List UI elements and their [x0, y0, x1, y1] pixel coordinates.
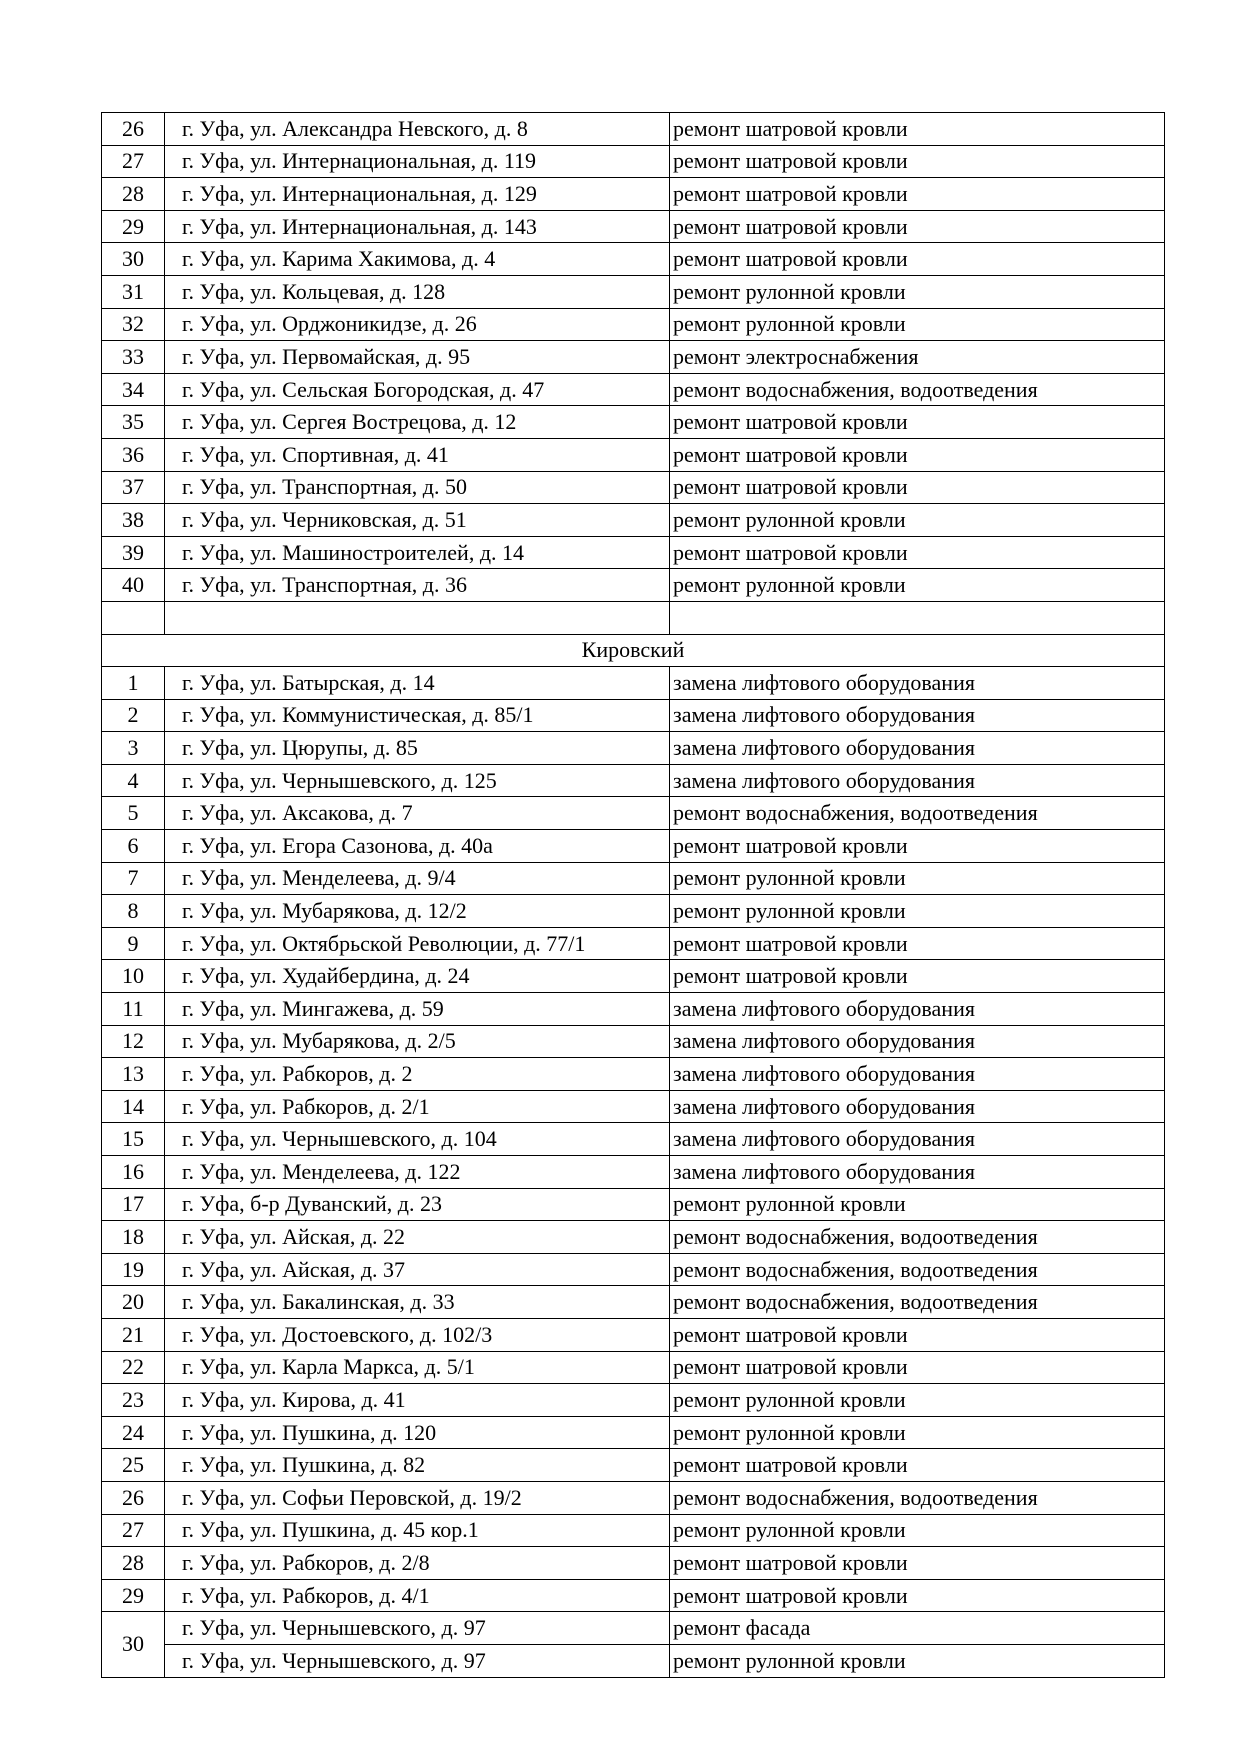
address-cell: г. Уфа, ул. Машиностроителей, д. 14 — [165, 536, 670, 569]
table-row — [102, 178, 1165, 211]
row-number-cell: 17 — [102, 1188, 165, 1221]
row-number-cell: 20 — [102, 1286, 165, 1319]
table-row — [102, 373, 1165, 406]
table-row — [102, 993, 1165, 1026]
table-row — [102, 113, 1165, 146]
table-row — [102, 862, 1165, 895]
row-number-cell: 21 — [102, 1318, 165, 1351]
row-number-cell: 30 — [102, 1612, 165, 1677]
table-row — [102, 1286, 1165, 1319]
row-number-cell: 13 — [102, 1058, 165, 1091]
address-cell: г. Уфа, ул. Транспортная, д. 50 — [165, 471, 670, 504]
row-number-cell: 27 — [102, 145, 165, 178]
row-number-cell: 5 — [102, 797, 165, 830]
table-row — [102, 1579, 1165, 1612]
work-type-cell: ремонт рулонной кровли — [670, 308, 1165, 341]
district-section-title: Кировский — [102, 634, 1165, 667]
address-cell: г. Уфа, ул. Аксакова, д. 7 — [165, 797, 670, 830]
work-type-cell: ремонт шатровой кровли — [670, 113, 1165, 146]
table-row — [102, 732, 1165, 765]
table-row — [102, 1058, 1165, 1091]
address-cell: г. Уфа, ул. Сергея Вострецова, д. 12 — [165, 406, 670, 439]
address-cell: г. Уфа, ул. Пушкина, д. 45 кор.1 — [165, 1514, 670, 1547]
table-row — [102, 1644, 1165, 1677]
table-row — [102, 797, 1165, 830]
work-type-cell: ремонт водоснабжения, водоотведения — [670, 373, 1165, 406]
work-type-cell: замена лифтового оборудования — [670, 699, 1165, 732]
row-number-cell: 28 — [102, 1547, 165, 1580]
row-number-cell: 39 — [102, 536, 165, 569]
table-row — [102, 830, 1165, 863]
row-number-cell: 19 — [102, 1253, 165, 1286]
work-type-cell: ремонт шатровой кровли — [670, 471, 1165, 504]
table-row — [102, 536, 1165, 569]
table-row — [102, 1156, 1165, 1189]
work-type-cell: ремонт шатровой кровли — [670, 243, 1165, 276]
work-type-cell: ремонт рулонной кровли — [670, 569, 1165, 602]
empty-row — [102, 601, 1165, 634]
address-cell: г. Уфа, ул. Цюрупы, д. 85 — [165, 732, 670, 765]
table-row — [102, 145, 1165, 178]
empty-cell — [670, 601, 1165, 634]
row-number-cell: 38 — [102, 504, 165, 537]
table-row — [102, 308, 1165, 341]
address-cell: г. Уфа, ул. Октябрьской Революции, д. 77/1 — [165, 927, 670, 960]
address-cell: г. Уфа, ул. Транспортная, д. 36 — [165, 569, 670, 602]
work-type-cell: ремонт рулонной кровли — [670, 1644, 1165, 1677]
row-number-cell: 16 — [102, 1156, 165, 1189]
address-cell: г. Уфа, ул. Чернышевского, д. 97 — [165, 1612, 670, 1645]
work-type-cell: ремонт рулонной кровли — [670, 862, 1165, 895]
row-number-cell: 10 — [102, 960, 165, 993]
address-cell: г. Уфа, ул. Мубарякова, д. 2/5 — [165, 1025, 670, 1058]
work-type-cell: ремонт шатровой кровли — [670, 438, 1165, 471]
table-row — [102, 1318, 1165, 1351]
row-number-cell: 32 — [102, 308, 165, 341]
address-cell: г. Уфа, ул. Орджоникидзе, д. 26 — [165, 308, 670, 341]
address-cell: г. Уфа, ул. Александра Невского, д. 8 — [165, 113, 670, 146]
work-type-cell: замена лифтового оборудования — [670, 667, 1165, 700]
table-row — [102, 1481, 1165, 1514]
row-number-cell: 30 — [102, 243, 165, 276]
address-cell: г. Уфа, ул. Достоевского, д. 102/3 — [165, 1318, 670, 1351]
row-number-cell: 22 — [102, 1351, 165, 1384]
row-number-cell: 35 — [102, 406, 165, 439]
table-row — [102, 1384, 1165, 1417]
work-type-cell: ремонт шатровой кровли — [670, 1351, 1165, 1384]
work-type-cell: ремонт электроснабжения — [670, 341, 1165, 374]
work-type-cell: ремонт шатровой кровли — [670, 1449, 1165, 1482]
table-row — [102, 1123, 1165, 1156]
table-row — [102, 438, 1165, 471]
work-type-cell: замена лифтового оборудования — [670, 1090, 1165, 1123]
table-row — [102, 927, 1165, 960]
row-number-cell: 24 — [102, 1416, 165, 1449]
table-row — [102, 1253, 1165, 1286]
work-type-cell: ремонт шатровой кровли — [670, 406, 1165, 439]
work-type-cell: замена лифтового оборудования — [670, 1123, 1165, 1156]
work-type-cell: ремонт шатровой кровли — [670, 178, 1165, 211]
address-cell: г. Уфа, ул. Чернышевского, д. 97 — [165, 1644, 670, 1677]
address-cell: г. Уфа, ул. Спортивная, д. 41 — [165, 438, 670, 471]
address-cell: г. Уфа, ул. Чернышевского, д. 104 — [165, 1123, 670, 1156]
address-cell: г. Уфа, ул. Карла Маркса, д. 5/1 — [165, 1351, 670, 1384]
work-type-cell: замена лифтового оборудования — [670, 1156, 1165, 1189]
row-number-cell: 27 — [102, 1514, 165, 1547]
address-cell: г. Уфа, ул. Софьи Перовской, д. 19/2 — [165, 1481, 670, 1514]
work-type-cell: ремонт водоснабжения, водоотведения — [670, 1221, 1165, 1254]
work-type-cell: ремонт шатровой кровли — [670, 1579, 1165, 1612]
row-number-cell: 33 — [102, 341, 165, 374]
table-row — [102, 1514, 1165, 1547]
address-cell: г. Уфа, ул. Кирова, д. 41 — [165, 1384, 670, 1417]
row-number-cell: 26 — [102, 113, 165, 146]
row-number-cell: 23 — [102, 1384, 165, 1417]
table-row — [102, 1612, 1165, 1645]
row-number-cell: 2 — [102, 699, 165, 732]
table-row — [102, 569, 1165, 602]
row-number-cell: 8 — [102, 895, 165, 928]
work-type-cell: ремонт рулонной кровли — [670, 275, 1165, 308]
work-type-cell: ремонт рулонной кровли — [670, 504, 1165, 537]
work-type-cell: ремонт рулонной кровли — [670, 1384, 1165, 1417]
address-cell: г. Уфа, ул. Бакалинская, д. 33 — [165, 1286, 670, 1319]
address-cell: г. Уфа, б-р Дуванский, д. 23 — [165, 1188, 670, 1221]
work-type-cell: замена лифтового оборудования — [670, 1025, 1165, 1058]
address-cell: г. Уфа, ул. Мингажева, д. 59 — [165, 993, 670, 1026]
work-type-cell: ремонт рулонной кровли — [670, 1188, 1165, 1221]
address-cell: г. Уфа, ул. Рабкоров, д. 2/8 — [165, 1547, 670, 1580]
address-cell: г. Уфа, ул. Худайбердина, д. 24 — [165, 960, 670, 993]
row-number-cell: 37 — [102, 471, 165, 504]
address-cell: г. Уфа, ул. Чернышевского, д. 125 — [165, 764, 670, 797]
row-number-cell: 18 — [102, 1221, 165, 1254]
work-type-cell: ремонт шатровой кровли — [670, 927, 1165, 960]
empty-cell — [102, 601, 165, 634]
work-type-cell: замена лифтового оборудования — [670, 993, 1165, 1026]
work-type-cell: замена лифтового оборудования — [670, 764, 1165, 797]
table-row — [102, 1416, 1165, 1449]
table-row — [102, 1025, 1165, 1058]
work-type-cell: ремонт шатровой кровли — [670, 210, 1165, 243]
row-number-cell: 34 — [102, 373, 165, 406]
table-row — [102, 1547, 1165, 1580]
work-type-cell: ремонт водоснабжения, водоотведения — [670, 1481, 1165, 1514]
row-number-cell: 14 — [102, 1090, 165, 1123]
address-cell: г. Уфа, ул. Первомайская, д. 95 — [165, 341, 670, 374]
work-type-cell: ремонт рулонной кровли — [670, 895, 1165, 928]
address-cell: г. Уфа, ул. Менделеева, д. 9/4 — [165, 862, 670, 895]
table-row — [102, 699, 1165, 732]
row-number-cell: 7 — [102, 862, 165, 895]
section-header-row — [102, 634, 1165, 667]
table-row — [102, 960, 1165, 993]
work-type-cell: ремонт водоснабжения, водоотведения — [670, 1253, 1165, 1286]
row-number-cell: 4 — [102, 764, 165, 797]
work-type-cell: ремонт шатровой кровли — [670, 1318, 1165, 1351]
address-cell: г. Уфа, ул. Рабкоров, д. 2/1 — [165, 1090, 670, 1123]
address-cell: г. Уфа, ул. Рабкоров, д. 2 — [165, 1058, 670, 1091]
table-row — [102, 1188, 1165, 1221]
row-number-cell: 15 — [102, 1123, 165, 1156]
address-cell: г. Уфа, ул. Пушкина, д. 120 — [165, 1416, 670, 1449]
table-row — [102, 210, 1165, 243]
address-cell: г. Уфа, ул. Айская, д. 37 — [165, 1253, 670, 1286]
address-cell: г. Уфа, ул. Пушкина, д. 82 — [165, 1449, 670, 1482]
row-number-cell: 6 — [102, 830, 165, 863]
table-row — [102, 895, 1165, 928]
table-row — [102, 1221, 1165, 1254]
address-cell: г. Уфа, ул. Кольцевая, д. 128 — [165, 275, 670, 308]
address-cell: г. Уфа, ул. Интернациональная, д. 143 — [165, 210, 670, 243]
row-number-cell: 3 — [102, 732, 165, 765]
repair-register-table — [101, 112, 1165, 1678]
row-number-cell: 25 — [102, 1449, 165, 1482]
address-cell: г. Уфа, ул. Менделеева, д. 122 — [165, 1156, 670, 1189]
table-row — [102, 275, 1165, 308]
work-type-cell: ремонт шатровой кровли — [670, 536, 1165, 569]
work-type-cell: ремонт шатровой кровли — [670, 145, 1165, 178]
work-type-cell: ремонт шатровой кровли — [670, 1547, 1165, 1580]
table-row — [102, 406, 1165, 439]
address-cell: г. Уфа, ул. Интернациональная, д. 129 — [165, 178, 670, 211]
row-number-cell: 12 — [102, 1025, 165, 1058]
work-type-cell: ремонт фасада — [670, 1612, 1165, 1645]
table-row — [102, 667, 1165, 700]
row-number-cell: 31 — [102, 275, 165, 308]
address-cell: г. Уфа, ул. Интернациональная, д. 119 — [165, 145, 670, 178]
work-type-cell: ремонт водоснабжения, водоотведения — [670, 797, 1165, 830]
work-type-cell: ремонт рулонной кровли — [670, 1416, 1165, 1449]
table-row — [102, 471, 1165, 504]
work-type-cell: ремонт шатровой кровли — [670, 960, 1165, 993]
table-row — [102, 341, 1165, 374]
register-table-body — [102, 113, 1165, 1678]
table-row — [102, 764, 1165, 797]
table-row — [102, 243, 1165, 276]
row-number-cell: 1 — [102, 667, 165, 700]
address-cell: г. Уфа, ул. Мубарякова, д. 12/2 — [165, 895, 670, 928]
table-row — [102, 504, 1165, 537]
work-type-cell: ремонт водоснабжения, водоотведения — [670, 1286, 1165, 1319]
row-number-cell: 11 — [102, 993, 165, 1026]
table-row — [102, 1090, 1165, 1123]
address-cell: г. Уфа, ул. Черниковская, д. 51 — [165, 504, 670, 537]
address-cell: г. Уфа, ул. Егора Сазонова, д. 40а — [165, 830, 670, 863]
table-row — [102, 1351, 1165, 1384]
row-number-cell: 28 — [102, 178, 165, 211]
work-type-cell: ремонт рулонной кровли — [670, 1514, 1165, 1547]
row-number-cell: 26 — [102, 1481, 165, 1514]
address-cell: г. Уфа, ул. Карима Хакимова, д. 4 — [165, 243, 670, 276]
table-row — [102, 1449, 1165, 1482]
row-number-cell: 29 — [102, 210, 165, 243]
address-cell: г. Уфа, ул. Рабкоров, д. 4/1 — [165, 1579, 670, 1612]
work-type-cell: замена лифтового оборудования — [670, 1058, 1165, 1091]
row-number-cell: 40 — [102, 569, 165, 602]
row-number-cell: 9 — [102, 927, 165, 960]
address-cell: г. Уфа, ул. Айская, д. 22 — [165, 1221, 670, 1254]
address-cell: г. Уфа, ул. Батырская, д. 14 — [165, 667, 670, 700]
empty-cell — [165, 601, 670, 634]
row-number-cell: 29 — [102, 1579, 165, 1612]
work-type-cell: замена лифтового оборудования — [670, 732, 1165, 765]
address-cell: г. Уфа, ул. Сельская Богородская, д. 47 — [165, 373, 670, 406]
row-number-cell: 36 — [102, 438, 165, 471]
address-cell: г. Уфа, ул. Коммунистическая, д. 85/1 — [165, 699, 670, 732]
work-type-cell: ремонт шатровой кровли — [670, 830, 1165, 863]
